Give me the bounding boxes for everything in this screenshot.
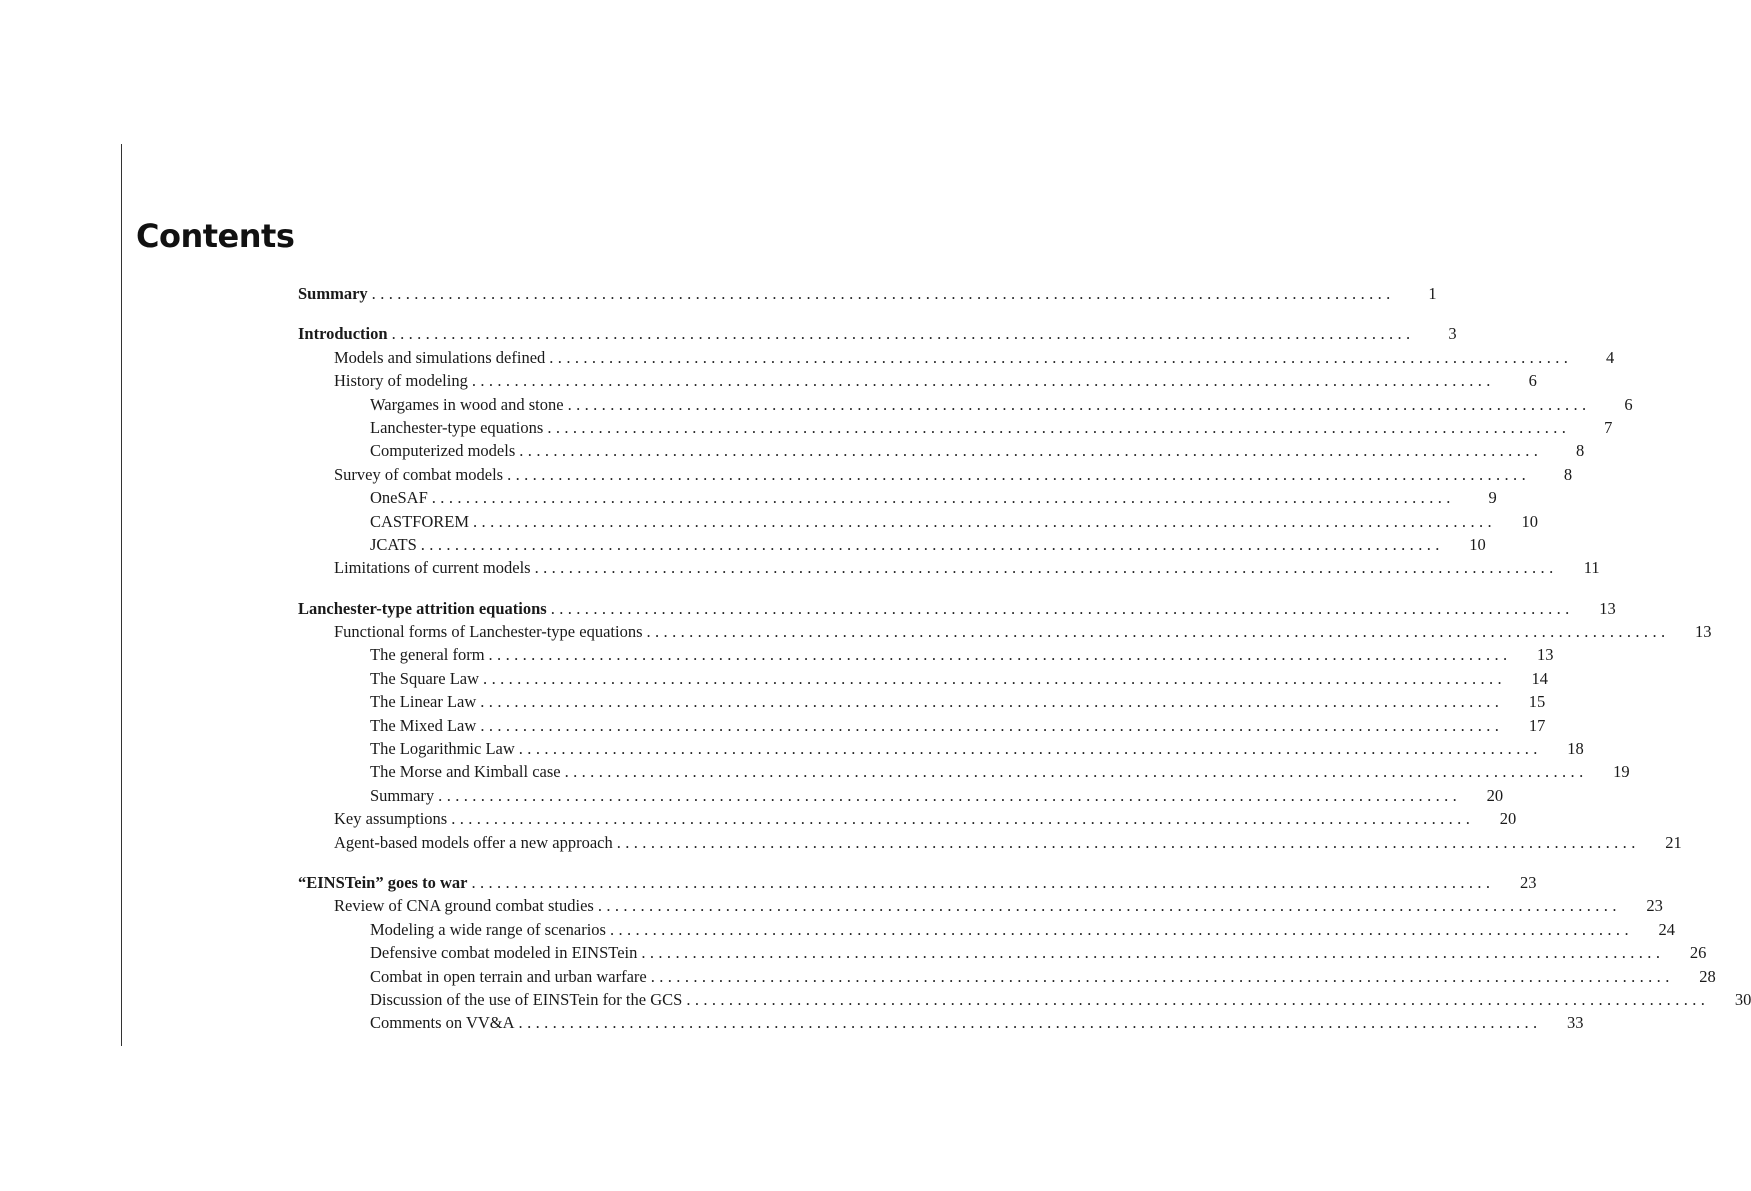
toc-entry-page-number: 8 [1576,441,1585,461]
toc-entry-title: Modeling a wide range of scenarios [370,919,606,939]
dot-leader: ........................................................................................................................ [471,371,1495,391]
dot-leader: ........................................................................................................................ [507,464,1531,484]
toc-entry-level-3[interactable] [298,510,1539,533]
dot-leader: ........................................................................................................................ [549,347,1573,367]
toc-entry-page-number: 6 [1624,394,1633,414]
toc-entry-page-number: 9 [1488,488,1497,508]
toc-entry-level-3[interactable] [298,760,1630,783]
dot-leader: ........................................................................................................................ [480,715,1504,735]
margin-rule [121,144,122,1046]
toc-entry-level-3[interactable] [298,643,1554,666]
dot-leader: ........................................................................................................................ [480,692,1504,712]
toc-entry-level-2[interactable] [298,831,1682,854]
toc-entry-title: Discussion of the use of EINSTein for the GCS [370,989,683,1009]
dot-leader: ........................................................................................................................ [550,598,1574,618]
toc-entry-page-number: 18 [1567,739,1584,759]
dot-leader: ........................................................................................................................ [471,872,1495,892]
toc-section [298,322,1633,579]
toc-entry-page-number: 8 [1563,464,1573,484]
toc-entry-page-number: 7 [1604,417,1613,437]
dot-leader: ........................................................................................................................ [650,966,1674,986]
toc-entry-page-number: 13 [1599,598,1616,618]
toc-entry-page-number: 14 [1531,668,1549,688]
dot-leader: ........................................................................................................................ [547,417,1571,437]
dot-leader: ........................................................................................................................ [686,989,1710,1009]
dot-leader: ........................................................................................................................ [371,284,1395,303]
toc-entry-level-3[interactable] [298,533,1486,556]
toc-entry-page-number: 13 [1537,645,1554,665]
toc-entry-title: Comments on VV&A [370,1013,515,1033]
toc-entry-title: History of modeling [334,371,468,391]
toc-entry-level-3[interactable] [298,737,1584,760]
dot-leader: ........................................................................................................................ [564,762,1588,782]
dot-leader: ........................................................................................................................ [420,534,1444,554]
toc-entry-level-3[interactable] [298,941,1707,964]
toc-entry-title: Combat in open terrain and urban warfare [370,966,647,986]
toc-entry-title: JCATS [370,534,417,554]
toc-entry-level-3[interactable] [298,714,1546,737]
toc-entry-title: Computerized models [370,441,516,461]
dot-leader: ........................................................................................................................ [616,832,1640,852]
dot-leader: ........................................................................................................................ [438,785,1462,805]
toc-entry-level-3[interactable] [298,918,1675,941]
toc-entry-page-number: 23 [1519,872,1537,892]
toc-entry-page-number: 1 [1428,284,1437,303]
toc-entry-title: The Morse and Kimball case [370,762,561,782]
toc-entry-title: Wargames in wood and stone [370,394,564,414]
toc-entry-title: Introduction [298,324,388,344]
toc-entry-page-number: 19 [1613,762,1630,782]
toc-entry-title: Summary [370,785,435,805]
toc-entry-page-number: 33 [1567,1013,1584,1033]
toc-entry-title: Summary [298,284,368,303]
dot-leader: ........................................................................................................................ [646,622,1670,642]
toc-entry-page-number: 3 [1448,324,1457,344]
toc-entry-level-2[interactable] [298,894,1663,917]
toc-entry-level-3[interactable] [298,784,1504,807]
toc-entry-title: CASTFOREM [370,511,470,531]
toc-entry-page-number: 17 [1528,715,1546,735]
toc-entry-page-number: 15 [1528,692,1546,712]
toc-entry-title: OneSAF [370,488,428,508]
toc-entry-title: Key assumptions [334,809,448,829]
dot-leader: ........................................................................................................................ [641,943,1665,963]
toc-section [298,282,1437,305]
dot-leader: ........................................................................................................................ [519,441,1543,461]
dot-leader: ........................................................................................................................ [473,511,1497,531]
toc-entry-level-3[interactable] [298,1011,1584,1034]
toc-entry-title: Survey of combat models [334,464,504,484]
toc-entry-title: The general form [370,645,485,665]
toc-entry-title: Defensive combat modeled in EINSTein [370,943,638,963]
page-title: Contents [136,217,295,255]
toc-entry-level-1[interactable] [298,322,1457,345]
dot-leader: ........................................................................................................................ [488,645,1512,665]
toc-entry-page-number: 13 [1695,622,1712,642]
toc-entry-level-3[interactable] [298,416,1613,439]
toc-section [298,871,1751,1035]
toc-entry-title: Functional forms of Lanchester-type equations [334,622,643,642]
toc-entry-page-number: 20 [1499,809,1517,829]
toc-entry-level-2[interactable] [298,369,1537,392]
toc-entry-page-number: 26 [1689,943,1707,963]
toc-entry-page-number: 6 [1528,371,1537,391]
toc-entry-level-2[interactable] [298,346,1615,369]
toc-entry-title: The Mixed Law [370,715,477,735]
toc-entry-level-1[interactable] [298,871,1537,894]
toc-entry-page-number: 20 [1486,785,1504,805]
toc-entry-page-number: 30 [1734,989,1751,1009]
toc-entry-title: The Linear Law [370,692,477,712]
toc-entry-level-1[interactable] [298,597,1616,620]
toc-entry-page-number: 28 [1699,966,1716,986]
toc-entry-level-3[interactable] [298,965,1716,988]
toc-entry-level-3[interactable] [298,690,1546,713]
toc-entry-title: Limitations of current models [334,558,531,578]
table-of-contents [298,282,1751,1052]
toc-entry-title: The Square Law [370,668,480,688]
toc-entry-page-number: 10 [1521,511,1539,531]
toc-entry-level-3[interactable] [298,667,1549,690]
toc-entry-title: The Logarithmic Law [370,739,515,759]
toc-entry-level-3[interactable] [298,486,1497,509]
toc-entry-title: Lanchester-type equations [370,417,544,437]
dot-leader: ........................................................................................................................ [597,896,1621,916]
dot-leader: ........................................................................................................................ [518,739,1542,759]
dot-leader: ........................................................................................................................ [483,668,1507,688]
dot-leader: ........................................................................................................................ [567,394,1591,414]
toc-entry-page-number: 24 [1658,919,1675,939]
toc-entry-level-3[interactable] [298,439,1585,462]
toc-entry-level-2[interactable] [298,463,1573,486]
toc-entry-page-number: 4 [1606,347,1615,367]
dot-leader: ........................................................................................................................ [451,809,1475,829]
toc-entry-title: Agent-based models offer a new approach [334,832,613,852]
dot-leader: ........................................................................................................................ [609,919,1633,939]
toc-entry-level-3[interactable] [298,393,1633,416]
toc-entry-title: “EINSTein” goes to war [298,872,468,892]
toc-entry-level-2[interactable] [298,620,1712,643]
toc-entry-page-number: 10 [1469,534,1486,554]
toc-entry-title: Review of CNA ground combat studies [334,896,594,916]
dot-leader: ........................................................................................................................ [518,1013,1542,1033]
toc-entry-page-number: 21 [1665,832,1682,852]
toc-entry-page-number: 11 [1583,558,1600,578]
toc-entry-level-3[interactable] [298,988,1751,1011]
toc-section [298,597,1712,854]
toc-entry-level-1[interactable] [298,282,1437,305]
dot-leader: ........................................................................................................................ [534,558,1558,578]
dot-leader: ........................................................................................................................ [431,488,1455,508]
dot-leader: ........................................................................................................................ [391,324,1415,344]
toc-entry-level-2[interactable] [298,556,1600,579]
toc-entry-title: Lanchester-type attrition equations [298,598,547,618]
toc-entry-level-2[interactable] [298,807,1517,830]
toc-entry-title: Models and simulations defined [334,347,546,367]
toc-entry-page-number: 23 [1646,896,1663,916]
